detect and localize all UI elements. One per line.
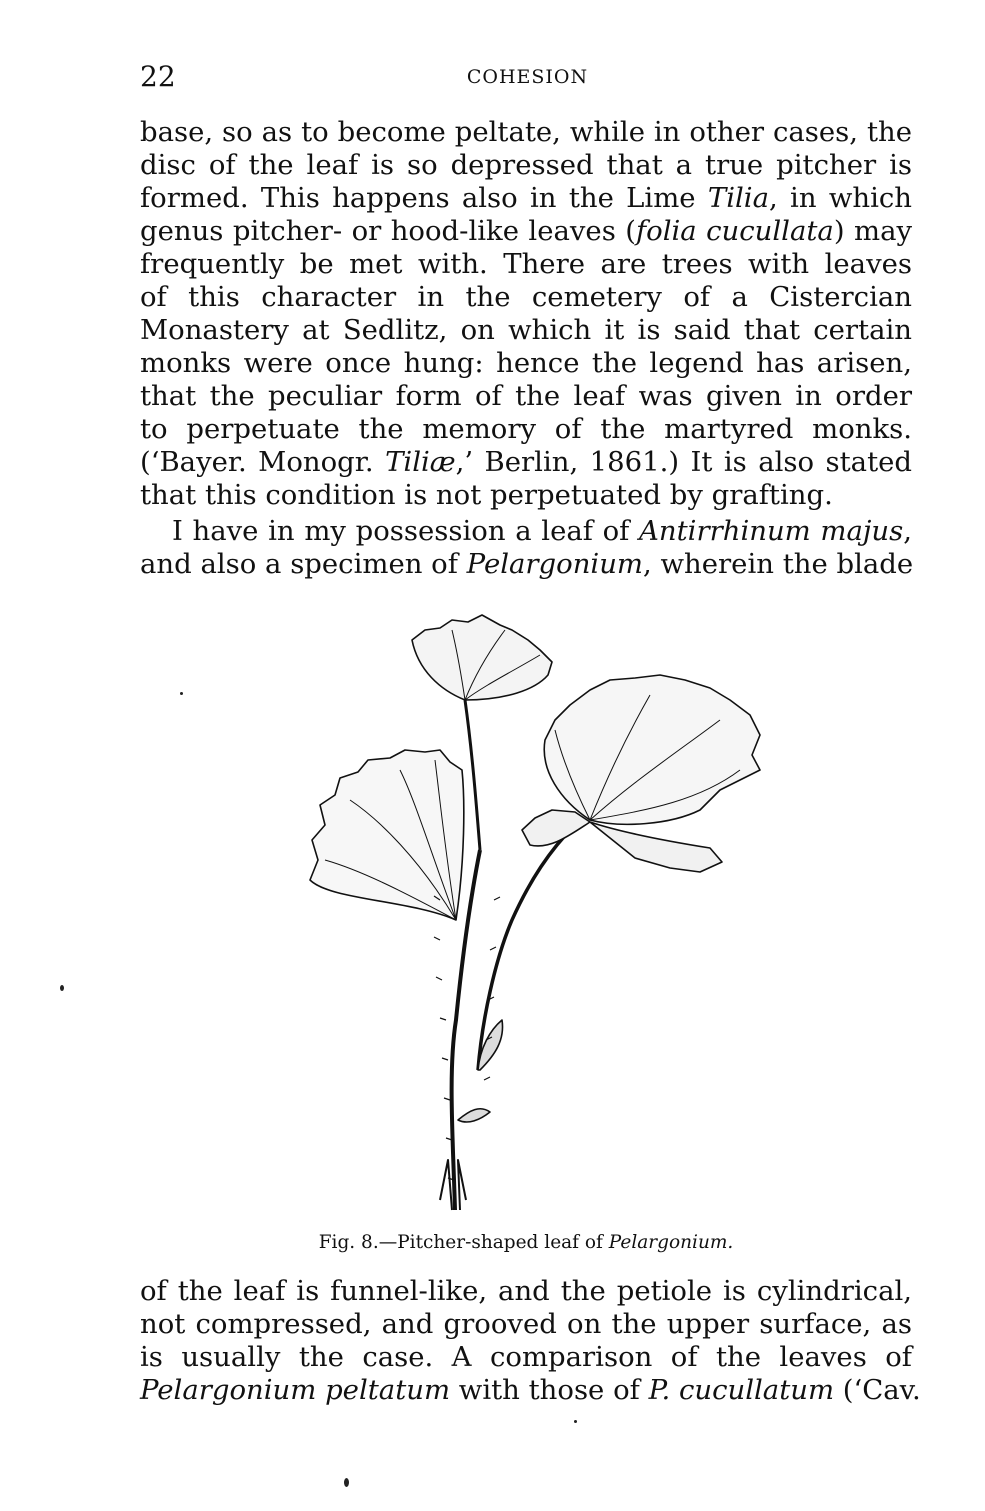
text-line: [140, 548, 912, 581]
scan-speck: [574, 1420, 577, 1423]
caption-species: Pelargonium.: [608, 1232, 734, 1253]
left-leaf: [310, 750, 464, 920]
text-run: , in which: [769, 182, 913, 214]
italic-term: Pelargonium: [466, 548, 644, 580]
text-line: [140, 1275, 912, 1308]
text-run: with those of: [450, 1374, 649, 1406]
text-line: [140, 1374, 921, 1407]
text-run: ,: [903, 515, 912, 547]
text-run: that this condition is not perpetuated by grafting.: [140, 479, 833, 511]
text-line: [140, 347, 912, 380]
text-run: I have in my possession a leaf of: [172, 515, 640, 547]
scan-speck: [60, 985, 64, 991]
text-run: disc of the leaf is so depressed that a true pitcher is: [140, 149, 912, 181]
text-run: that the peculiar form of the leaf was given in order: [140, 380, 912, 412]
text-line: [140, 215, 912, 248]
text-run: to perpetuate the memory of the martyred monks.: [140, 413, 912, 445]
text-line: [140, 281, 912, 314]
text-run: formed. This happens also in the Lime: [140, 182, 708, 214]
text-run: ) may: [833, 215, 912, 247]
right-upper-leaf: [544, 675, 760, 824]
text-line: [140, 149, 912, 182]
paragraph-3: [140, 1275, 921, 1407]
text-run: ,’ Berlin, 1861.) It is also stated: [455, 446, 912, 478]
text-line: [140, 182, 912, 215]
text-run: (‘Cav.: [834, 1374, 921, 1406]
caption-prefix: Fig. 8.—Pitcher-shaped leaf of: [318, 1232, 609, 1253]
text-run: base, so as to become peltate, while in other cases, the: [140, 116, 912, 148]
pitcher-petiole: [465, 700, 480, 850]
text-line: [140, 116, 912, 149]
scan-speck: [344, 1478, 349, 1487]
text-line: [140, 515, 912, 548]
page-number: 22: [140, 60, 176, 93]
text-run: frequently be met with. There are trees with leaves: [140, 248, 912, 280]
text-line: [140, 479, 912, 512]
paragraph-2: [140, 515, 912, 581]
text-run: monks were once hung: hence the legend has arisen,: [140, 347, 912, 379]
scan-speck: [180, 692, 183, 695]
text-run: not compressed, and grooved on the upper surface, as: [140, 1308, 912, 1340]
text-run: of this character in the cemetery of a Cistercian: [140, 281, 912, 313]
italic-term: Pelargonium peltatum: [140, 1374, 451, 1406]
text-line: [140, 1341, 912, 1374]
text-run: and also a specimen of: [140, 548, 467, 580]
text-run: , wherein the blade: [643, 548, 914, 580]
figure-caption: [140, 1232, 912, 1253]
pelargonium-leaf-illustration: [290, 600, 780, 1220]
paragraph-1: [140, 116, 912, 512]
text-line: [140, 248, 912, 281]
text-run: Monastery at Sedlitz, on which it is said that certain: [140, 314, 912, 346]
italic-term: folia cucullata: [635, 215, 834, 247]
running-head: COHESION: [466, 66, 589, 88]
italic-term: Tilia: [707, 182, 769, 214]
text-line: [140, 1308, 912, 1341]
text-line: [140, 314, 912, 347]
text-line: [140, 446, 912, 479]
text-run: genus pitcher- or hood-like leaves (: [140, 215, 636, 247]
italic-term: Antirrhinum majus: [639, 515, 904, 547]
text-line: [140, 380, 912, 413]
text-run: of the leaf is funnel-like, and the petiole is cylindrical,: [140, 1275, 912, 1307]
italic-term: Tiliæ: [385, 446, 456, 478]
pitcher-leaf: [412, 615, 552, 700]
stipule: [458, 1109, 490, 1122]
text-run: is usually the case. A comparison of the leaves of: [140, 1341, 912, 1373]
text-run: (‘Bayer. Monogr.: [140, 446, 386, 478]
page-header: [140, 60, 915, 100]
italic-term: P. cucullatum: [648, 1374, 835, 1406]
text-line: [140, 413, 912, 446]
